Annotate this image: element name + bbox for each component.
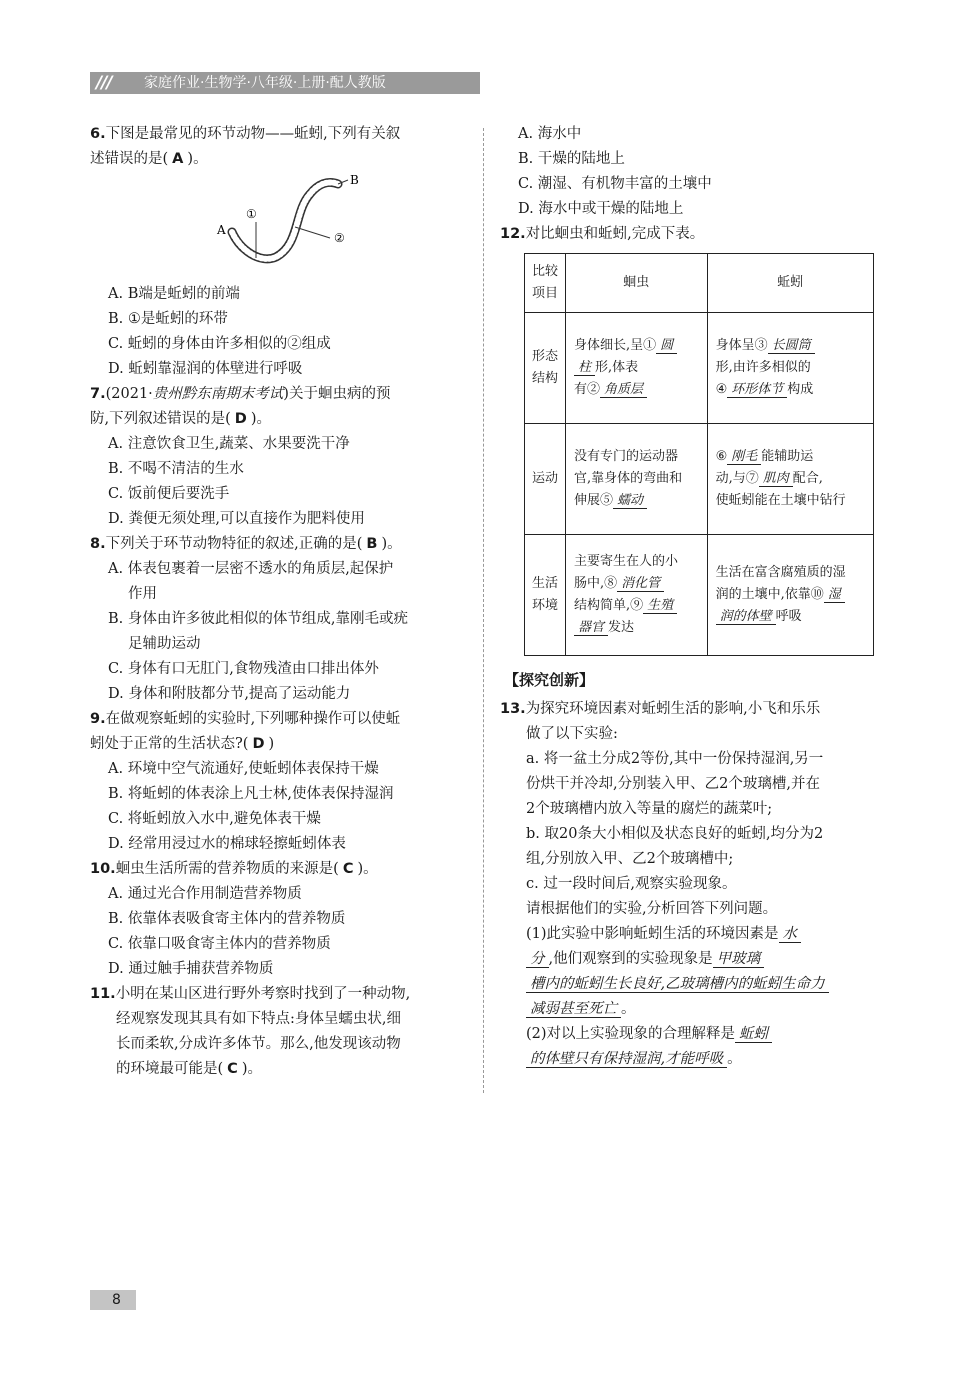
earthworm-icon [90,172,470,282]
row-head: 运动 [525,424,566,535]
handwritten-answer: 湿 [824,587,845,603]
answer: C [342,861,354,877]
header-slash-mark: /// [96,73,112,93]
table-cell [707,313,873,424]
question-text: )。 [381,536,402,552]
row-head-text: 形态 [531,349,558,364]
step-text: c. 过一段时间后,观察实验现象。 [526,876,737,892]
option: B. 将蚯蚓的体表涂上凡士林,使体表保持湿润 [108,786,394,802]
page-number [90,1290,136,1310]
handwritten-answer: 的体壁只有保持湿润,才能呼吸 [526,1051,727,1068]
option: B. 干燥的陆地上 [518,151,625,167]
question-text: )。 [187,151,208,167]
question-number: 13. [500,701,526,717]
question-11 [90,982,470,1082]
option: C. 将蚯蚓放入水中,避免体表干燥 [108,811,321,827]
comparison-table [524,253,874,656]
option: A. 体表包裹着一层密不透水的角质层,起保护 [108,561,394,577]
question-text: 。 [621,1001,636,1017]
cell-text: 身体呈③ [715,338,768,353]
handwritten-answer: 长圆筒 [768,338,815,354]
option: D. 通过触手捕获营养物质 [108,961,274,977]
cell-text: 构成 [787,382,814,397]
handwritten-answer: 分 [526,951,549,968]
question-text: (2)对以上实验现象的合理解释是 [526,1026,736,1042]
question-text: ,他们观察到的实验现象是 [548,951,713,967]
cell-text: 形,由许多相似的 [715,360,811,375]
question-text: 小明在某山区进行野外考察时找到了一种动物, [115,986,411,1002]
cell-text: 官,靠身体的弯曲和 [574,471,683,486]
step-text: 份烘干并冷却,分别装入甲、乙2个玻璃槽,并在 [526,776,820,792]
option: C. 身体有口无肛门,食物残渣由口排出体外 [108,661,379,677]
page-header [90,72,480,94]
cell-text: 形,体表 [595,360,639,375]
cell-text: 肠中,⑧ [574,576,618,591]
cell-text: 能辅助运 [761,449,814,464]
question-10 [90,857,470,982]
question-text: )。 [241,1061,262,1077]
question-text: 长而柔软,分成许多体节。那么,他发现该动物 [116,1036,401,1052]
earthworm-figure [90,172,470,282]
handwritten-answer: 蚯蚓 [735,1026,772,1043]
question-8 [90,532,470,707]
question-text: )关于蛔虫病的预 [283,386,391,402]
answer: C [227,1061,238,1077]
question-13 [500,697,880,1072]
page-number-text: 8 [112,1292,121,1308]
option: C. 依靠口吸食寄主体内的营养物质 [108,936,331,952]
step-text: 组,分别放入甲、乙2个玻璃槽中; [526,851,734,867]
option: A. 海水中 [518,126,582,142]
option: A. B端是蚯蚓的前端 [108,286,240,302]
label-a: A [217,223,226,237]
question-6 [90,122,470,382]
answer: D [252,736,265,752]
handwritten-answer: 器官 [574,620,608,636]
header-text: 比较 [531,264,558,279]
row-head [525,313,566,424]
table-row [525,313,874,424]
column-divider [483,128,484,1093]
question-text: 。 [727,1051,742,1067]
question-number: 7. [90,386,106,402]
row-head-text: 环境 [531,598,558,613]
row-head-text: 结构 [531,371,558,386]
row-head [525,535,566,656]
cell-text: 身体细长,呈① [574,338,657,353]
table-header-roundworm: 蛔虫 [566,254,708,313]
handwritten-answer: 环形体节 [727,382,787,398]
cell-text: 主要寄生在人的小 [574,554,679,569]
question-text: 做了以下实验: [526,726,618,742]
table-cell [707,535,873,656]
question-text: 为探究环境因素对蚯蚓生活的影响,小飞和乐乐 [525,701,821,717]
option: B. 依靠体表吸食寄主体内的营养物质 [108,911,346,927]
handwritten-answer: 甲玻璃 [713,951,765,968]
table-cell [566,424,708,535]
row-head-text: 生活 [531,576,558,591]
handwritten-answer: 槽内的蚯蚓生长良好,乙玻璃槽内的蚯蚓生命力 [526,976,829,993]
question-7 [90,382,470,532]
label-1: ① [246,207,257,221]
section-title: 【探究创新】 [504,671,595,689]
option: D. 蚯蚓靠湿润的体壁进行呼吸 [108,361,303,377]
table-cell [707,424,873,535]
table-header-item [525,254,566,313]
right-column [500,122,880,1072]
answer: D [234,411,247,427]
label-b: B [350,173,359,187]
option: A. 环境中空气流通好,使蚯蚓体表保持干燥 [108,761,379,777]
question-text: )。 [250,411,271,427]
cell-text: 没有专门的运动器 [574,449,679,464]
handwritten-answer: 润的体壁 [716,609,776,625]
handwritten-answer: 圆 [656,338,677,354]
source-tag: 贵州黔东南期末考试 [152,386,284,402]
left-column [90,122,470,1082]
table-row [525,424,874,535]
option: C. 潮湿、有机物丰富的土壤中 [518,176,712,192]
answer: B [366,536,378,552]
answer: A [172,151,184,167]
question-number: 8. [90,536,106,552]
cell-text: ④ [715,382,728,397]
cell-text: ⑥ [715,449,728,464]
option: D. 粪便无须处理,可以直接作为肥料使用 [108,511,365,527]
cell-text: 生活在富含腐殖质的湿 [715,565,846,580]
option: C. 蚯蚓的身体由许多相似的②组成 [108,336,331,352]
question-text: 防,下列叙述错误的是( [90,411,231,427]
handwritten-answer: 角质层 [600,382,647,398]
question-text: 下列关于环节动物特征的叙述,正确的是( [105,536,363,552]
question-text: 的环境最可能是( [116,1061,224,1077]
handwritten-answer: 水 [779,926,802,943]
question-text: 对比蛔虫和蚯蚓,完成下表。 [525,226,705,242]
option: B. 不喝不清洁的生水 [108,461,244,477]
label-2: ② [334,231,345,245]
question-text: ) [268,736,275,752]
question-text: 述错误的是( [90,151,169,167]
handwritten-answer: 刚毛 [727,449,761,465]
table-row [525,535,874,656]
handwritten-answer: 柱 [574,360,595,376]
handwritten-answer: 生殖 [643,598,677,614]
header-text: 项目 [531,286,558,301]
step-text: 2个玻璃槽内放入等量的腐烂的蔬菜叶; [526,801,773,817]
handwritten-answer: 减弱甚至死亡 [526,1001,621,1018]
table-header-earthworm: 蚯蚓 [707,254,873,313]
step-text: b. 取20条大小相似及状态良好的蚯蚓,均分为2 [526,826,824,842]
cell-text: 有② [574,382,601,397]
option: B. 身体由许多彼此相似的体节组成,靠刚毛或疣 [108,611,408,627]
handwritten-answer: 蠕动 [613,493,647,509]
handwritten-answer: 肌肉 [759,471,793,487]
question-9 [90,707,470,857]
option: C. 饭前便后要洗手 [108,486,230,502]
cell-text: 动,与⑦ [715,471,759,486]
option: A. 注意饮食卫生,蔬菜、水果要洗干净 [108,436,350,452]
question-text: 下图是最常见的环节动物——蚯蚓,下列有关叙 [105,126,401,142]
cell-text: 使蚯蚓能在土壤中钻行 [715,493,846,508]
cell-text: 结构简单,⑨ [574,598,644,613]
cell-text: 发达 [608,620,635,635]
question-text: (1)此实验中影响蚯蚓生活的环境因素是 [526,926,779,942]
option: D. 经常用浸过水的棉球轻擦蚯蚓体表 [108,836,346,852]
question-number: 6. [90,126,106,142]
step-text: 请根据他们的实验,分析回答下列问题。 [526,901,778,917]
question-text: 在做观察蚯蚓的实验时,下列哪种操作可以使蚯 [105,711,401,727]
handwritten-answer: 消化管 [617,576,664,592]
question-text: 经观察发现其具有如下特点:身体呈蠕虫状,细 [116,1011,401,1027]
question-number: 10. [90,861,116,877]
header-title: 家庭作业·生物学·八年级·上册·配人教版 [144,75,386,91]
cell-text: 润的土壤中,依靠⑩ [715,587,824,602]
option: A. 通过光合作用制造营养物质 [108,886,302,902]
question-text: (2021· [105,386,153,402]
question-text: )。 [357,861,378,877]
question-number: 9. [90,711,106,727]
table-cell [566,313,708,424]
question-text: 蛔虫生活所需的营养物质的来源是( [115,861,339,877]
step-text: a. 将一盆土分成2等份,其中一份保持湿润,另一 [526,751,824,767]
question-12 [500,222,880,656]
question-number: 11. [90,986,116,1002]
question-number: 12. [500,226,526,242]
option: D. 身体和附肢都分节,提高了运动能力 [108,686,351,702]
cell-text: 配合, [792,471,823,486]
option: 作用 [128,586,157,602]
option: B. ①是蚯蚓的环带 [108,311,228,327]
cell-text: 伸展⑤ [574,493,614,508]
table-cell [566,535,708,656]
cell-text: 呼吸 [775,609,802,624]
option: D. 海水中或干燥的陆地上 [518,201,684,217]
question-text: 蚓处于正常的生活状态?( [90,736,249,752]
option: 足辅助运动 [128,636,201,652]
